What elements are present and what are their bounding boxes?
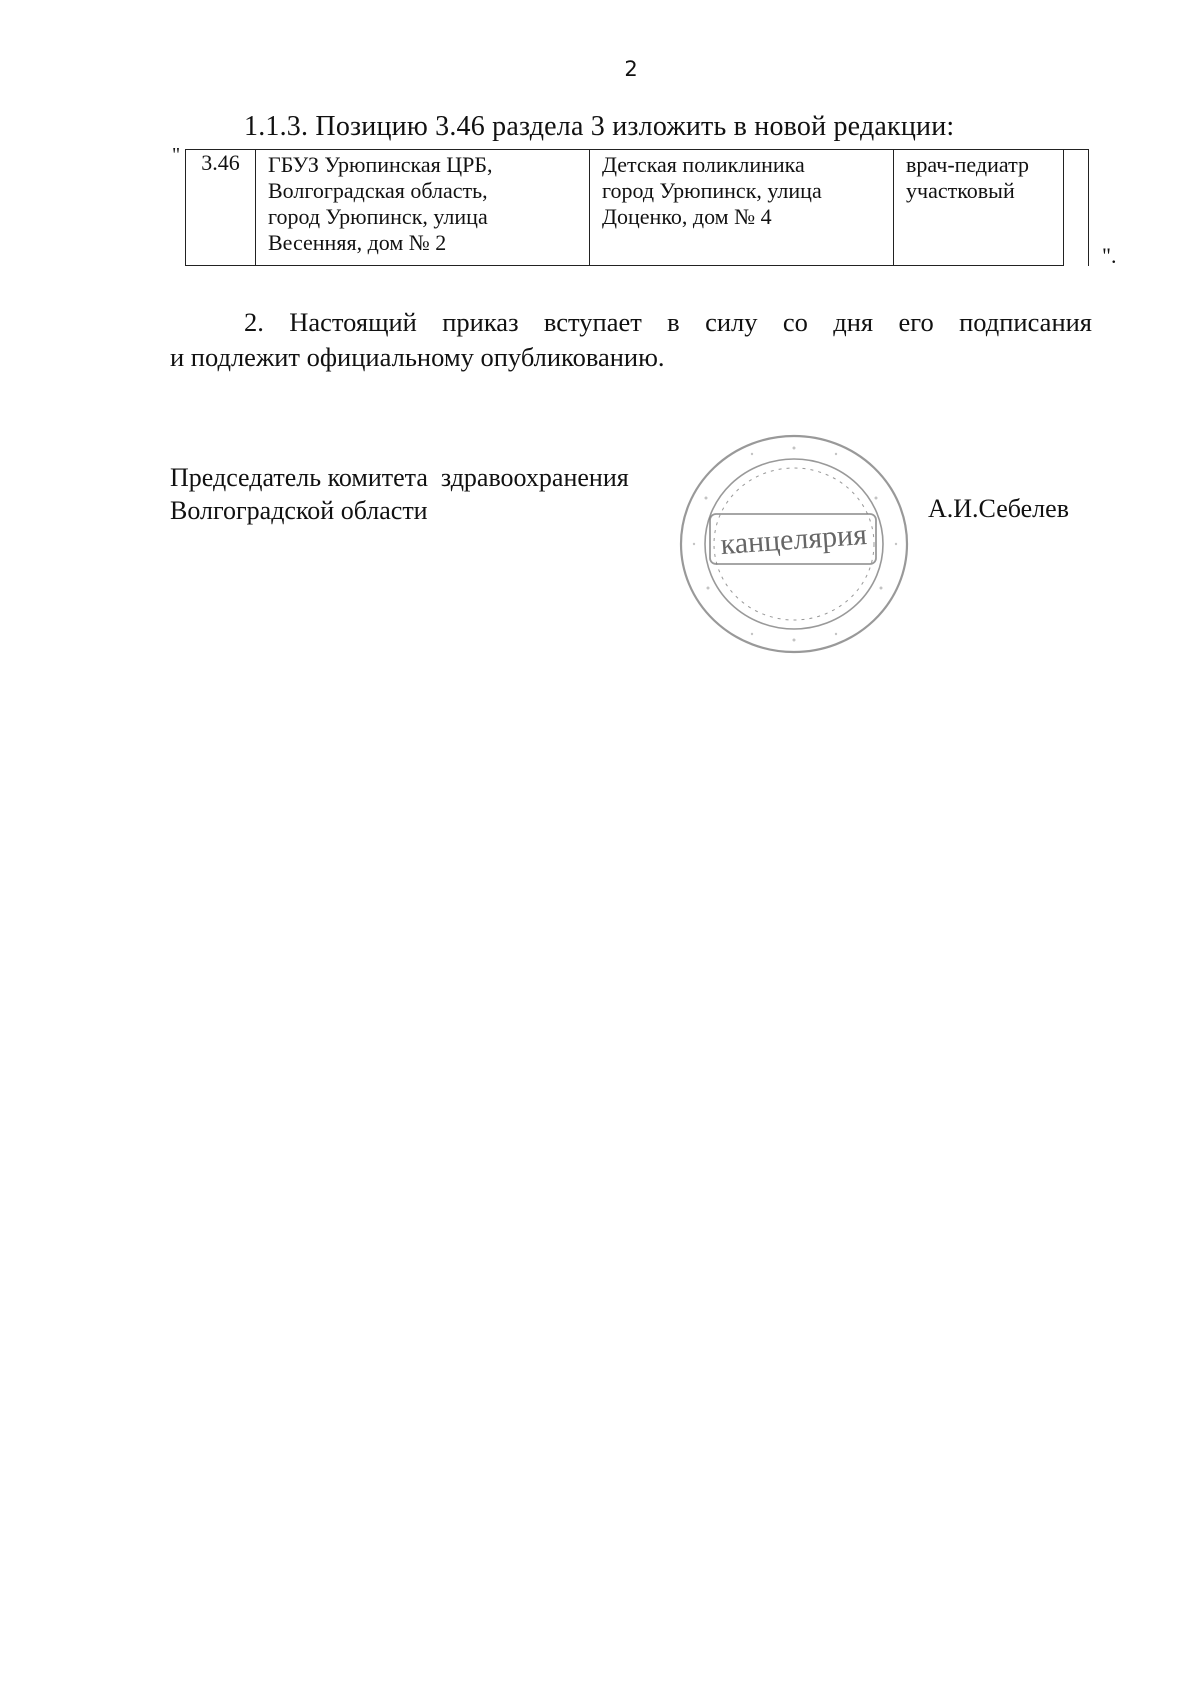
open-quote: ": [172, 144, 181, 166]
paragraph-2-line-1: 2. Настоящий приказ вступает в силу со дня его подписания: [244, 307, 1092, 337]
paragraph-2-line-2: и подлежит официальному опубликованию.: [170, 342, 665, 372]
organization-line: Весенняя, дом № 2: [268, 230, 447, 255]
amendment-table: [185, 149, 1089, 266]
signatory-title: [170, 461, 629, 527]
empty-cell: [1064, 150, 1089, 266]
amendment-intro: 1.1.3. Позицию 3.46 раздела 3 изложить в новой редакции:: [244, 111, 955, 142]
organization-line: ГБУЗ Урюпинская ЦРБ,: [268, 152, 493, 177]
signatory-title-line-1: Председатель комитета здравоохранения: [170, 463, 629, 492]
subdivision-line: Детская поликлиника: [602, 152, 805, 177]
page-number: 2: [624, 57, 638, 81]
organization-cell: [256, 150, 590, 266]
job-position-line: врач-педиатр: [906, 152, 1029, 177]
subdivision-line: город Урюпинск, улица: [602, 178, 822, 203]
table-row: [186, 150, 1089, 266]
stamp-center-text: канцелярия: [719, 517, 868, 562]
close-quote: ".: [1102, 243, 1117, 268]
organization-line: Волгоградская область,: [268, 178, 488, 203]
paragraph-2: [170, 305, 1092, 375]
job-position-line: участковый: [906, 178, 1015, 203]
signatory-title-line-2: Волгоградской области: [170, 496, 428, 525]
subdivision-cell: [590, 150, 894, 266]
job-position-cell: [894, 150, 1064, 266]
organization-line: город Урюпинск, улица: [268, 204, 488, 229]
subdivision-line: Доценко, дом № 4: [602, 204, 772, 229]
office-stamp: [676, 428, 912, 656]
signatory-name: А.И.Себелев: [928, 494, 1069, 523]
position-number-cell: 3.46: [186, 150, 256, 266]
